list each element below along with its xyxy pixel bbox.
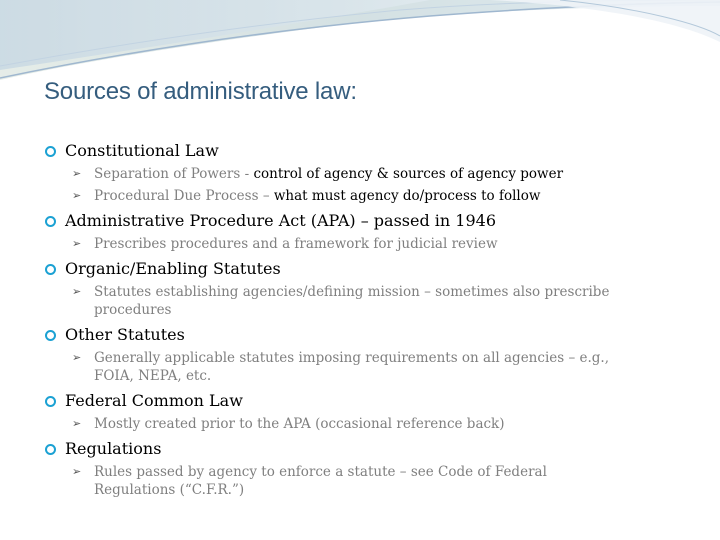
circle-bullet-icon	[45, 444, 56, 455]
sub-bullet-statutes-establishing-agencies: ➢ Statutes establishing agencies/defining mission – sometimes also prescribe procedures	[72, 284, 610, 318]
sub-bullet-generally-applicable-statutes: ➢ Generally applicable statutes imposing requirements on all agencies – e.g., FOIA, NEPA, etc.	[72, 350, 610, 384]
bullet-regulations: Regulations	[44, 438, 684, 459]
sub-bullet-procedural-due-process: ➢ Procedural Due Process – what must agency do/process to follow	[72, 188, 541, 204]
arrow-bullet-icon: ➢	[72, 189, 82, 202]
arrow-bullet-icon: ➢	[72, 167, 82, 180]
circle-bullet-icon	[45, 146, 56, 157]
arrow-bullet-icon: ➢	[72, 417, 82, 430]
sub-bullet-rules-passed-by-agency: ➢ Rules passed by agency to enforce a statute – see Code of Federal Regulations (“C.F.R.”)	[72, 464, 547, 498]
sub-bullet-separation-of-powers: ➢ Separation of Powers - control of agency & sources of agency power	[72, 166, 564, 182]
circle-bullet-icon	[45, 330, 56, 341]
circle-bullet-icon	[45, 396, 56, 407]
header-swoosh-decoration	[0, 0, 720, 90]
bullet-list	[44, 135, 684, 499]
bullet-other-statutes: Other Statutes	[44, 324, 684, 345]
bullet-organic-enabling-statutes: Organic/Enabling Statutes	[44, 258, 684, 279]
bullet-constitutional-law: Constitutional Law	[44, 140, 684, 161]
slide-title: Sources of administrative law:	[44, 78, 357, 105]
circle-bullet-icon	[45, 264, 56, 275]
arrow-bullet-icon: ➢	[72, 237, 82, 250]
arrow-bullet-icon: ➢	[72, 351, 82, 364]
arrow-bullet-icon: ➢	[72, 285, 82, 298]
sub-bullet-prior-to-apa: ➢ Mostly created prior to the APA (occasional reference back)	[72, 416, 505, 432]
arrow-bullet-icon: ➢	[72, 465, 82, 478]
bullet-apa: Administrative Procedure Act (APA) – passed in 1946	[44, 210, 684, 231]
sub-bullet-apa-procedures: ➢ Prescribes procedures and a framework for judicial review	[72, 236, 498, 252]
circle-bullet-icon	[45, 216, 56, 227]
bullet-federal-common-law: Federal Common Law	[44, 390, 684, 411]
